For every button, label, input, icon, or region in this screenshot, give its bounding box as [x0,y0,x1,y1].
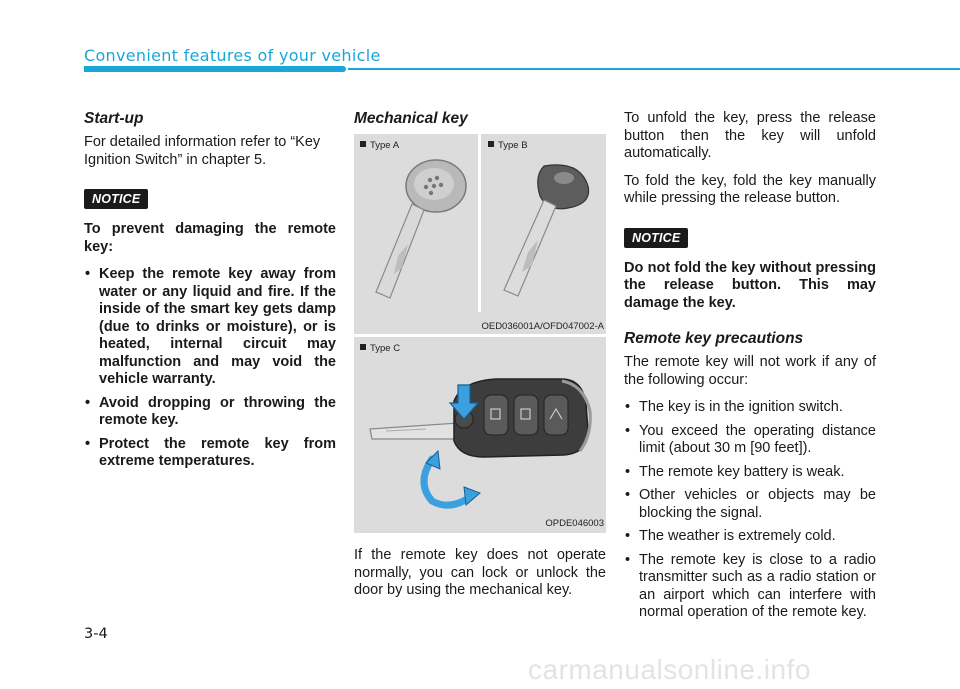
key-types-ab-image [354,134,606,334]
precautions-list [624,399,876,622]
unfold-paragraph: To unfold the key, press the release button then the key will unfold automatically. [624,110,876,161]
list-item: • Avoid dropping or throwing the remote key. [84,395,336,430]
list-item: • The remote key is close to a radio transmitter such as a radio station or an airport which can interfere with normal operation of the remote key. [624,552,876,622]
image-code-bottom: OPDE046003 [545,518,604,529]
key-type-a-icon [368,156,478,306]
fold-paragraph: To fold the key, fold the key manually while pressing the release button. [624,172,876,206]
list-item: • The remote key battery is weak. [624,464,876,482]
key-type-c-image [354,337,606,533]
heading-remote-key-precautions: Remote key precautions [624,330,804,347]
notice-lead: To prevent damaging the remote key: [84,221,336,255]
mechanical-key-paragraph: If the remote key does not operate normally, you can lock or unlock the door by using the mechanical key. [354,547,606,598]
notice-badge: NOTICE [84,189,148,209]
type-c-label: Type C [360,343,400,354]
square-bullet-icon [360,141,366,147]
key-type-b-icon [494,156,604,306]
header-accent-bar [84,66,346,72]
heading-mechanical-key: Mechanical key [354,110,468,127]
list-item: • Protect the remote key from extreme temperatures. [84,436,336,471]
folding-key-icon [366,361,598,511]
type-b-label: Type B [488,140,528,151]
heading-start-up: Start-up [84,110,144,127]
header-rule [348,68,960,70]
square-bullet-icon [488,141,494,147]
notice-badge: NOTICE [624,228,688,248]
image-divider [478,134,481,312]
start-up-intro: For detailed information refer to “Key Ignition Switch” in chapter 5. [84,134,321,168]
square-bullet-icon [360,344,366,350]
notice-bullet-list [84,266,336,471]
precautions-intro: The remote key will not work if any of the following occur: [624,354,876,388]
page-number: 3-4 [84,626,108,642]
column-remote-key [624,110,876,628]
list-item: • The weather is extremely cold. [624,528,876,546]
type-a-label: Type A [360,140,399,151]
column-start-up [84,110,336,477]
list-item: • You exceed the operating distance limit (about 30 m [90 feet]). [624,423,876,458]
notice-text: Do not fold the key without pressing the release button. This may damage the key. [624,259,876,311]
list-item: • Keep the remote key away from water or any liquid and fire. If the inside of the smart key gets damp (due to drinks or moisture), or is heated, internal circuit may malfunction and may void the vehicle warranty. [84,266,336,389]
section-header-title: Convenient features of your vehicle [84,46,381,65]
image-code-top: OED036001A/OFD047002-A [481,321,604,332]
column-mechanical-key [354,110,606,610]
list-item: • The key is in the ignition switch. [624,399,876,417]
watermark: carmanualsonline.info [528,654,811,685]
list-item: • Other vehicles or objects may be blocking the signal. [624,487,876,522]
